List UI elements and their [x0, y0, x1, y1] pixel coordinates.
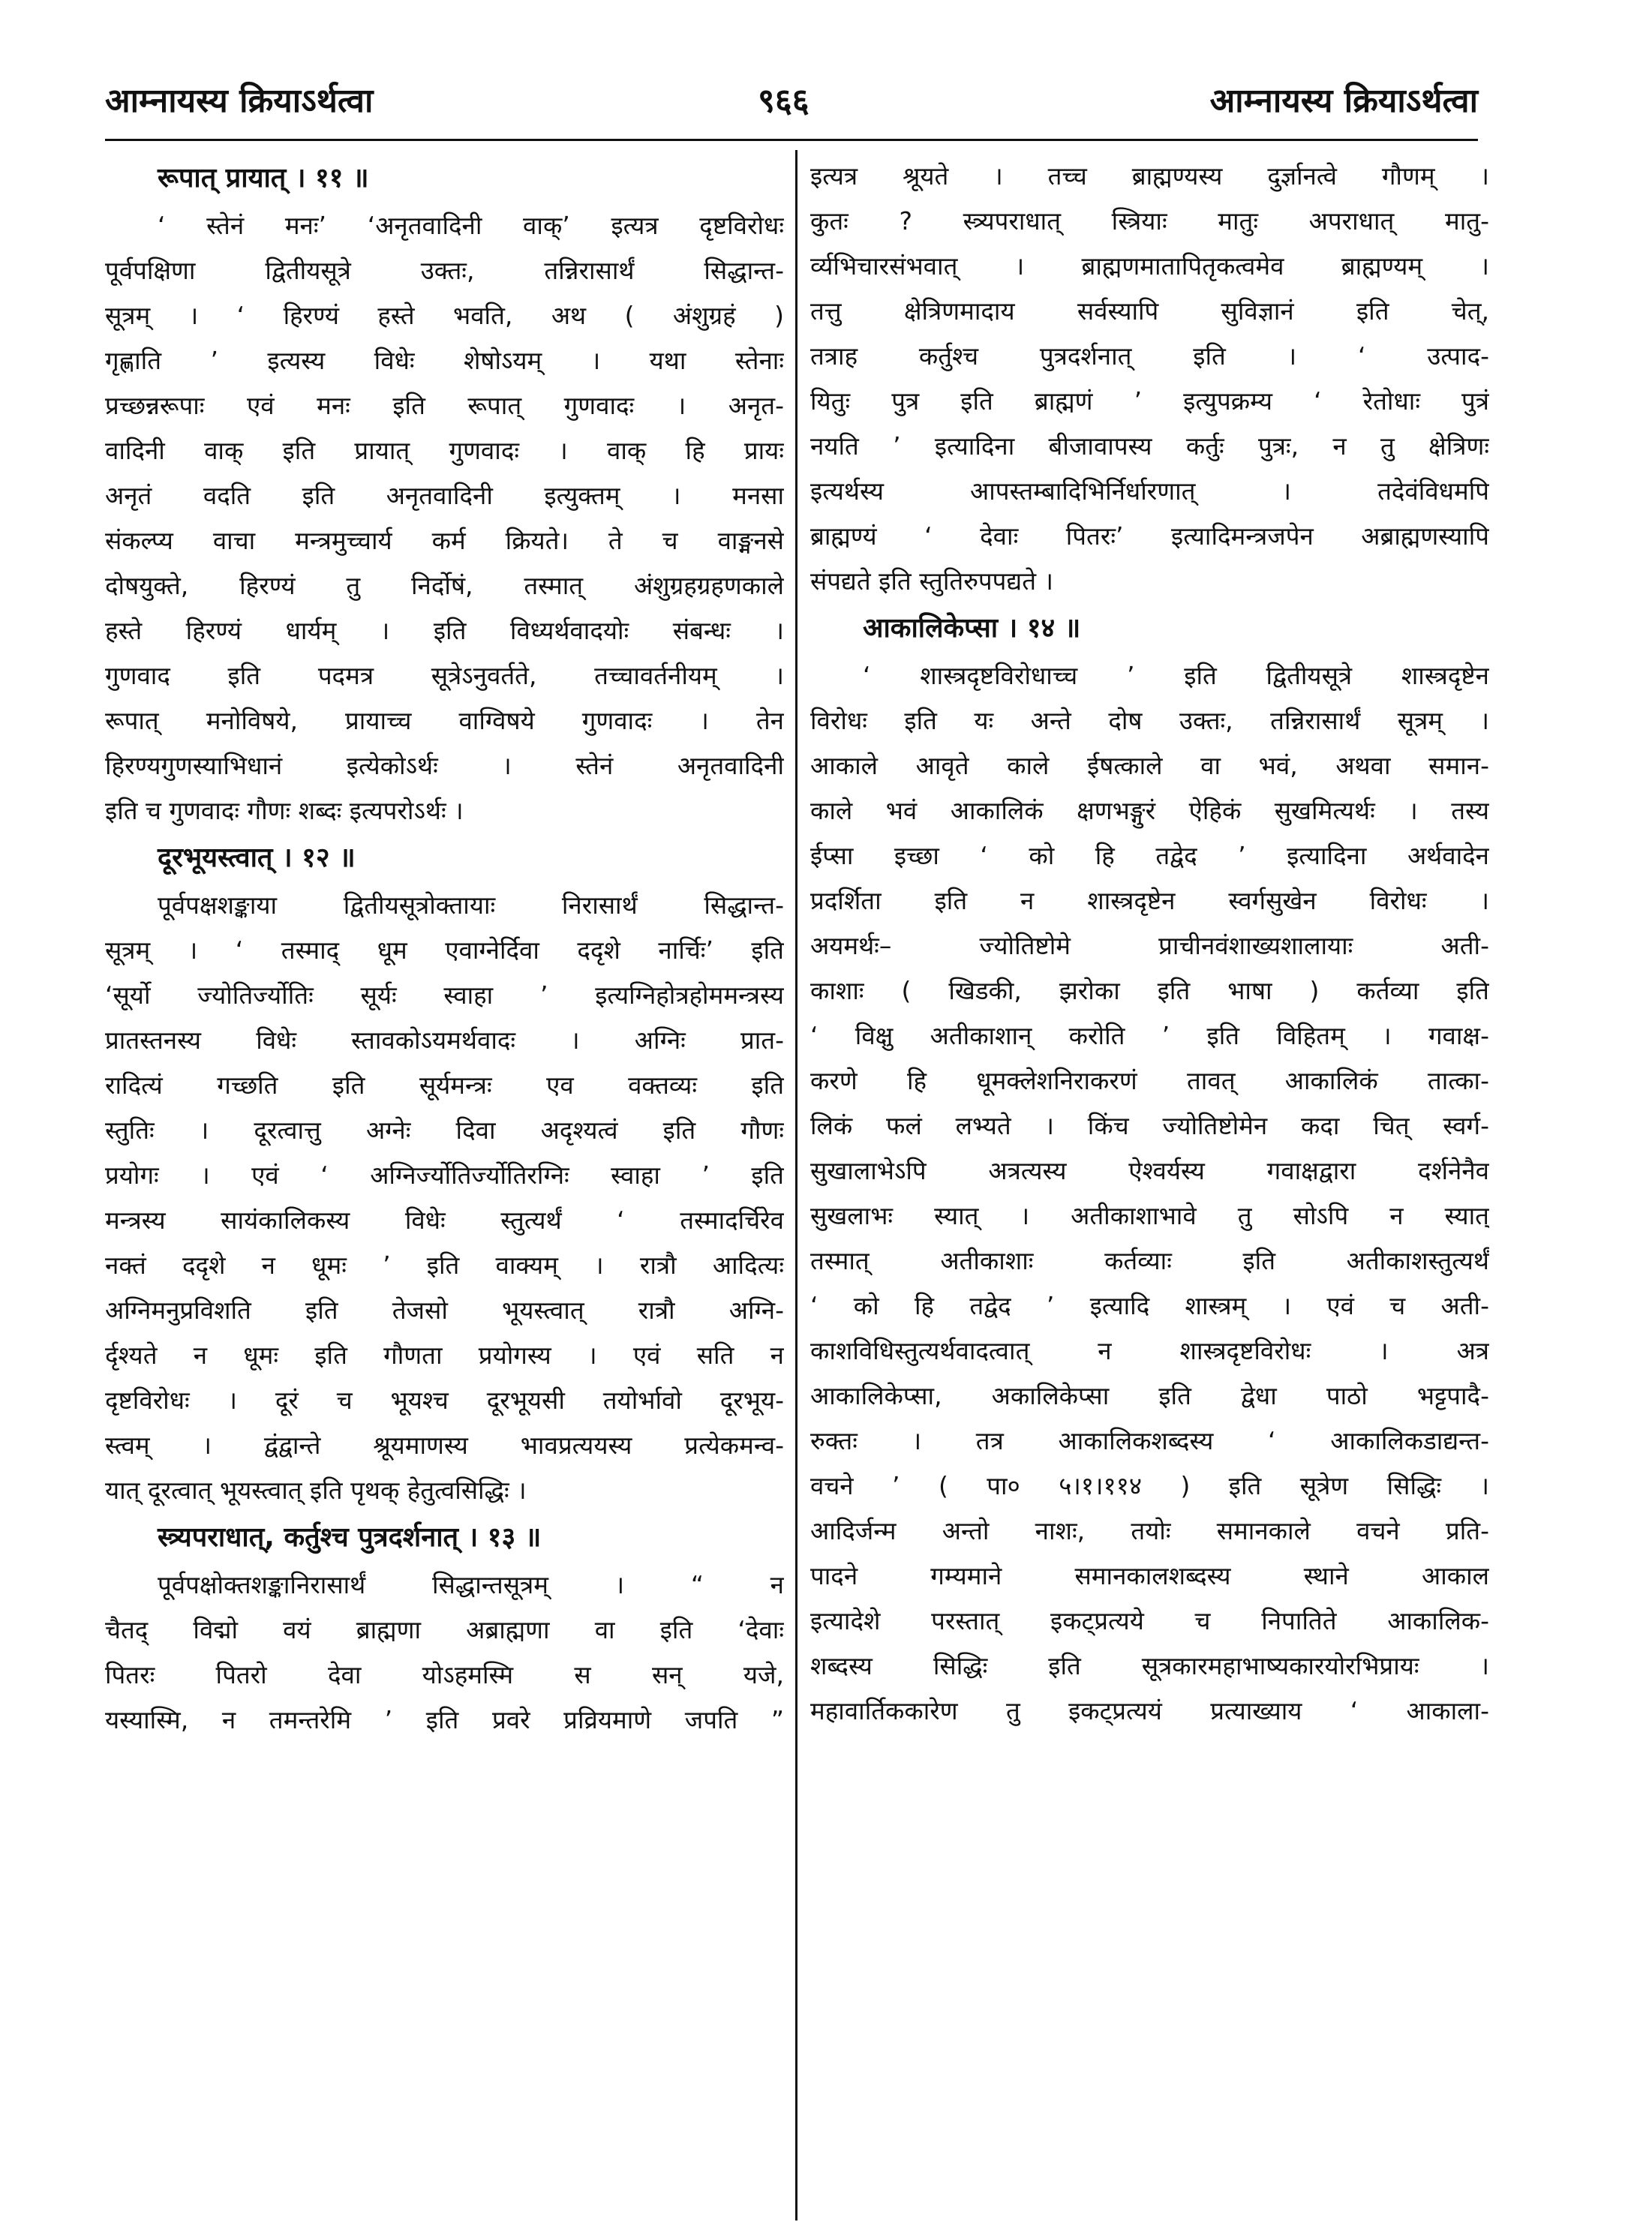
text-line: हस्ते हिरण्यं धार्यम् । इति विध्यर्थवादयोः संबन्धः ।	[105, 616, 784, 645]
text-line: नक्तं ददृशे न धूमः ’ इति वाक्यम् । रात्रौ आदित्यः	[105, 1251, 784, 1280]
text-line: आकालिकेप्सा, अकालिकेप्सा इति द्वेधा पाठो भट्टपादै-	[810, 1381, 1489, 1410]
text-line: दृष्टविरोधः । दूरं च भूयश्च दूरभूयसी तयोर्भावो दूरभूय-	[105, 1386, 784, 1415]
text-line: सुखालाभेऽपि अत्रत्यस्य ऐश्वर्यस्य गवाक्षद्वारा दर्शनेनैव	[810, 1156, 1489, 1185]
text-line: ‘ को हि तद्वेद ’ इत्यादि शास्त्रम् । एवं च अती-	[810, 1291, 1489, 1320]
sutra-heading: रूपात् प्रायात् । ११ ॥	[158, 163, 369, 194]
running-header-left-title: आम्नायस्य क्रियाऽर्थत्वा	[105, 82, 374, 120]
text-line: ‘ शास्त्रदृष्टविरोधाच्च ’ इति द्वितीयसूत्रे शास्त्रदृष्टेन	[863, 661, 1489, 690]
right-text-column	[810, 154, 1489, 2209]
text-line: महावार्तिककारेण तु इकट्प्रत्ययं प्रत्याख्याय ‘ आकाला-	[810, 1696, 1489, 1725]
text-line: यस्यास्मि, न तमन्तरेमि ’ इति प्रवरे प्रव्रियमाणे जपति ”	[105, 1705, 784, 1734]
text-line: इत्यादेशे परस्तात् इकट्प्रत्यये च निपातिते आकालिक-	[810, 1606, 1489, 1635]
text-line: वचने ’ ( पा० ५।१।११४ ) इति सूत्रेण सिद्धिः ।	[810, 1471, 1489, 1500]
text-line: सूत्रम् । ‘ तस्माद् धूम एवाग्नेर्दिवा ददृशे नार्चिः’ इति	[105, 935, 784, 965]
text-line: नयति ’ इत्यादिना बीजावापस्य कर्तुः पुत्रः, न तु क्षेत्रिणः	[810, 431, 1489, 461]
text-line: रुक्तः । तत्र आकालिकशब्दस्य ‘ आकालिकडाद्यन्त-	[810, 1426, 1489, 1455]
text-line: ईप्सा इच्छा ‘ को हि तद्वेद ’ इत्यादिना अर्थवादेन	[810, 841, 1489, 870]
text-line: आकाले आवृते काले ईषत्काले वा भवं, अथवा समान-	[810, 751, 1489, 780]
text-line: ब्राह्मण्यं ‘ देवाः पितरः’ इत्यादिमन्त्रजपेन अब्राह्मणस्यापि	[810, 521, 1489, 551]
text-line: काशविधिस्तुत्यर्थवादत्वात् न शास्त्रदृष्टविरोधः । अत्र	[810, 1336, 1489, 1365]
text-line: प्रातस्तनस्य विधेः स्तावकोऽयमर्थवादः । अग्निः प्रात-	[105, 1025, 784, 1055]
text-line: कुतः ? स्त्र्यपराधात् स्त्रियाः मातुः अपराधात् मातु-	[810, 206, 1489, 236]
text-line: अनृतं वदति इति अनृतवादिनी इत्युक्तम् । मनसा	[105, 481, 784, 510]
column-divider	[795, 150, 797, 2220]
left-text-column	[105, 154, 784, 2209]
text-line: हिरण्यगुणस्याभिधानं इत्येकोऽर्थः । स्तेनं अनृतवादिनी	[105, 751, 784, 780]
text-line: तस्मात् अतीकाशाः कर्तव्याः इति अतीकाशस्तुत्यर्थं	[810, 1246, 1489, 1275]
text-line: लिकं फलं लभ्यते । किंच ज्योतिष्टोमेन कदा चित् स्वर्ग-	[810, 1111, 1489, 1140]
text-line: चैतद् विद्मो वयं ब्राह्मणा अब्राह्मणा वा इति ‘देवाः	[105, 1615, 784, 1644]
sutra-heading: स्त्र्यपराधात्, कर्तुश्च पुत्रदर्शनात् । १३ ॥	[158, 1522, 542, 1553]
text-line: अयमर्थः– ज्योतिष्टोमे प्राचीनवंशाख्यशालायाः अती-	[810, 931, 1489, 960]
text-line: संपद्यते इति स्तुतिरुपपद्यते ।	[810, 566, 1054, 596]
text-line: ‘सूर्यो ज्योतिर्ज्योतिः सूर्यः स्वाहा ’ इत्यग्निहोत्रहोममन्त्रस्य	[105, 980, 784, 1010]
text-line: शब्दस्य सिद्धिः इति सूत्रकारमहाभाष्यकारयोरभिप्रायः ।	[810, 1651, 1489, 1680]
text-line: यात् दूरत्वात् भूयस्त्वात् इति पृथक् हेतुत्वसिद्धिः ।	[105, 1476, 527, 1505]
text-line: स्त्वम् । द्वंद्वान्ते श्रूयमाणस्य भावप्रत्ययस्य प्रत्येकमन्व-	[105, 1431, 784, 1460]
page-number: ९६६	[758, 82, 809, 120]
text-line: गृह्णाति ’ इत्यस्य विधेः शेषोऽयम् । यथा स्तेनाः	[105, 346, 784, 375]
text-line: पूर्वपक्षिणा द्वितीयसूत्रे उक्तः, तन्निरासार्थं सिद्धान्त-	[105, 256, 784, 285]
header-rule	[105, 139, 1478, 141]
text-line: दोषयुक्ते, हिरण्यं तु निर्दोषं, तस्मात् अंशुग्रहग्रहणकाले	[105, 571, 784, 600]
text-line: पूर्वपक्षोक्तशङ्कानिरासार्थं सिद्धान्तसूत्रम् । “ न	[158, 1570, 784, 1599]
text-line: तत्राह कर्तुश्च पुत्रदर्शनात् इति । ‘ उत्पाद-	[810, 341, 1489, 371]
text-line: गुणवाद इति पदमत्र सूत्रेऽनुवर्तते, तच्चावर्तनीयम् ।	[105, 661, 784, 690]
text-line: पादने गम्यमाने समानकालशब्दस्य स्थाने आकाल	[810, 1561, 1489, 1590]
text-line: तत्तु क्षेत्रिणमादाय सर्वस्यापि सुविज्ञानं इति चेत्,	[810, 296, 1489, 326]
text-line: प्रच्छन्नरूपाः एवं मनः इति रूपात् गुणवादः । अनृत-	[105, 391, 784, 420]
text-line: काशाः ( खिडकी, झरोका इति भाषा ) कर्तव्या इति	[810, 976, 1489, 1005]
text-line: ‘ स्तेनं मनः’ ‘अनृतवादिनी वाक्’ इत्यत्र दृष्टविरोधः	[158, 211, 784, 240]
text-line: करणे हि धूमक्लेशनिराकरणं तावत् आकालिकं तात्का-	[810, 1066, 1489, 1095]
running-header-right-title: आम्नायस्य क्रियाऽर्थत्वा	[1209, 82, 1478, 120]
text-line: अग्निमनुप्रविशति इति तेजसो भूयस्त्वात् रात्रौ अग्नि-	[105, 1296, 784, 1325]
text-line: रादित्यं गच्छति इति सूर्यमन्त्रः एव वक्तव्यः इति	[105, 1070, 784, 1100]
text-line: र्दृश्यते न धूमः इति गौणता प्रयोगस्य । एवं सति न	[105, 1341, 784, 1370]
text-line: ‘ विक्षु अतीकाशान् करोति ’ इति विहितम् । गवाक्ष-	[810, 1021, 1489, 1050]
text-line: मन्त्रस्य सायंकालिकस्य विधेः स्तुत्यर्थं ‘ तस्मादर्चिरेव	[105, 1206, 784, 1235]
text-line: इति च गुणवादः गौणः शब्दः इत्यपरोऽर्थः ।	[105, 796, 464, 825]
text-line: सूत्रम् । ‘ हिरण्यं हस्ते भवति, अथ ( अंशुग्रहं )	[105, 301, 784, 330]
text-line: विरोधः इति यः अन्ते दोष उक्तः, तन्निरासार्थं सूत्रम् ।	[810, 706, 1489, 735]
text-line: इत्यर्थस्य आपस्तम्बादिभिर्निर्धारणात् । तदेवंविधमपि	[810, 476, 1489, 506]
text-line: काले भवं आकालिकं क्षणभङ्गुरं ऐहिकं सुखमित्यर्थः । तस्य	[810, 796, 1489, 825]
text-line: संकल्प्य वाचा मन्त्रमुच्चार्य कर्म क्रियते। ते च वाङ्मनसे	[105, 526, 784, 555]
text-line: आदिर्जन्म अन्तो नाशः, तयोः समानकाले वचने प्रति-	[810, 1516, 1489, 1545]
text-line: वादिनी वाक् इति प्रायात् गुणवादः । वाक् हि प्रायः	[105, 436, 784, 465]
text-line: सुखलाभः स्यात् । अतीकाशाभावे तु सोऽपि न स्यात्	[810, 1201, 1489, 1230]
text-line: प्रदर्शिता इति न शास्त्रदृष्टेन स्वर्गसुखेन विरोधः ।	[810, 886, 1489, 915]
text-line: पितरः पितरो देवा योऽहमस्मि स सन् यजे,	[105, 1660, 784, 1689]
text-line: पूर्वपक्षशङ्काया द्वितीयसूत्रोक्तायाः निरासार्थं सिद्धान्त-	[158, 890, 784, 920]
sutra-heading: आकालिकेप्सा । १४ ॥	[863, 613, 1081, 644]
text-line: स्तुतिः । दूरत्वात्तु अग्नेः दिवा अदृश्यत्वं इति गौणः	[105, 1115, 784, 1145]
running-header	[105, 75, 1478, 135]
text-line: प्रयोगः । एवं ‘ अग्निर्ज्योतिर्ज्योतिरग्निः स्वाहा ’ इति	[105, 1161, 784, 1190]
text-line: यितुः पुत्र इति ब्राह्मणं ’ इत्युपक्रम्य ‘ रेतोधाः पुत्रं	[810, 386, 1489, 416]
text-line: र्व्यभिचारसंभवात् । ब्राह्मणमातापितृकत्वमेव ब्राह्मण्यम् ।	[810, 251, 1489, 281]
text-line: रूपात् मनोविषये, प्रायाच्च वाग्विषये गुणवादः । तेन	[105, 706, 784, 735]
text-line: इत्यत्र श्रूयते । तच्च ब्राह्मण्यस्य दुर्ज्ञानत्वे गौणम् ।	[810, 161, 1489, 191]
sutra-heading: दूरभूयस्त्वात् । १२ ॥	[158, 842, 356, 873]
